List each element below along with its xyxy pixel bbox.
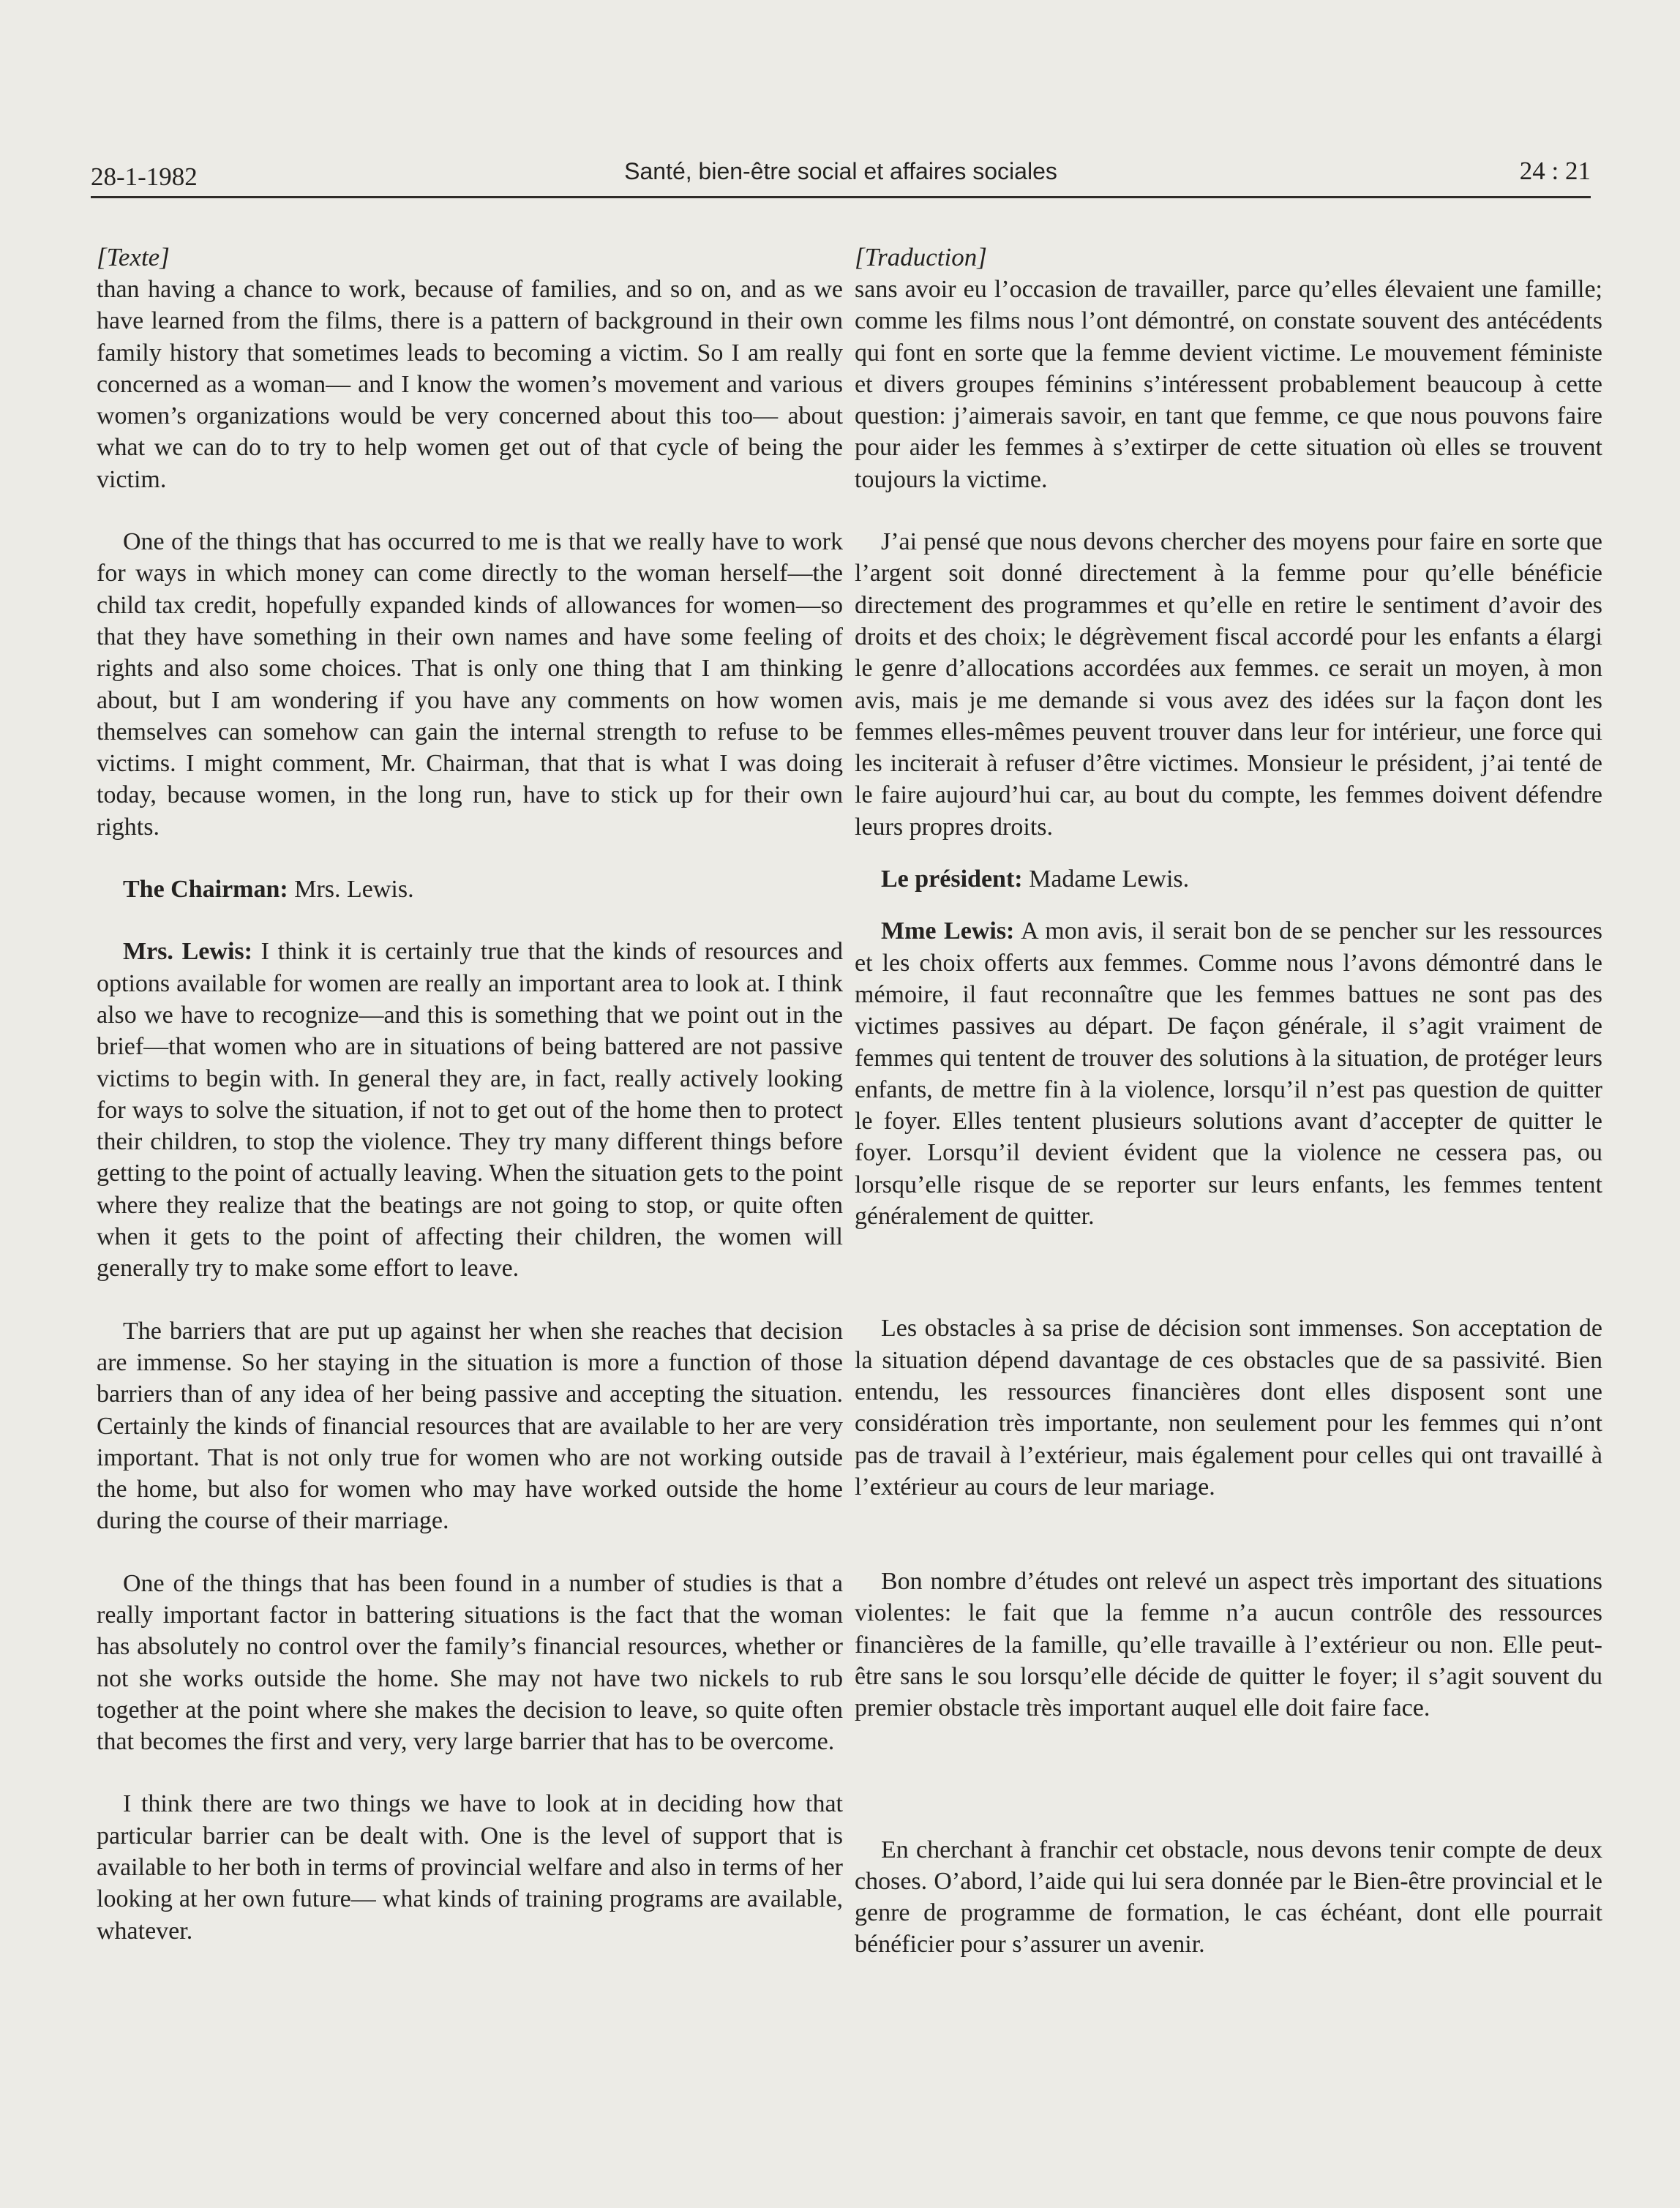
right-paragraph-4-text: A mon avis, il serait bon de se pencher sur les ressources et les choix offerts aux femmes. Comme nous l’avons démontré dans le mémoire, il faut reconnaître que les femmes battues ne sont pas des victimes passives au départ. De façon générale, il s’agit vraiment de femmes qui tentent de trouver des solutions à la situation, de protéger leurs enfants, de mettre fin à la violence, lorsqu’il n’est pas question de quitter le foyer. Elles tentent plusieurs solutions avant d’accepter de quitter le foyer. Lorsqu’il devient évident que la violence ne cessera pas, ou lorsqu’elle risque de se reporter sur leurs enfants, les femmes tentent généralement de quitter. [855,917,1603,1231]
left-paragraph-3 [97,874,843,905]
header-rule [91,196,1591,198]
left-paragraph-4 [97,936,843,1284]
left-paragraph-2 [97,526,843,843]
right-paragraph-6-text: Bon nombre d’études ont relevé un aspect très important des situations violentes: le fait que la femme n’a aucun contrôle des ressources financières de la famille, qu’elle travaille à l’extérieur ou non. Elle peut-être sans le sou lorsqu’elle décide de quitter le foyer; il s’agit souvent du premier obstacle très important auquel elle doit faire face. [855,1568,1602,1722]
left-paragraph-4-speaker: Mrs. Lewis: [123,938,252,966]
right-paragraph-3-text: Madame Lewis. [1029,865,1190,893]
right-paragraph-1 [855,274,1602,495]
left-paragraph-7 [97,1788,843,1946]
header-date: 28-1-1982 [91,162,198,191]
right-paragraph-3-speaker: Le président: [881,865,1023,893]
header-title: Santé, bien-être social et affaires sociales [624,158,1057,184]
right-paragraph-1-text: sans avoir eu l’occasion de travailler, parce qu’elles élevaient une famille; comme les films nous l’ont démontré, on constate souvent des antécédents qui font en sorte que la femme devient victime. Le mouvement féministe et divers groupes féminins s’intéressent probablement beaucoup à cette question: j’aimerais savoir, en tant que femme, ce que nous pouvons faire pour aider les femmes à s’extirper de cette situation où elles se trouvent toujours la victime. [855,276,1602,493]
right-paragraph-7-text: En cherchant à franchir cet obstacle, nous devons tenir compte de deux choses. O’abord, l’aide qui lui sera donnée par le Bien-être provincial et le genre de programme de formation, le cas échéant, dont elle pourrait bénéficier pour s’assurer un avenir. [855,1836,1602,1959]
right-paragraph-7 [855,1834,1602,1961]
right-paragraph-5-text: Les obstacles à sa prise de décision sont immenses. Son acceptation de la situation dépend davantage de ces obstacles que de sa passivité. Bien entendu, les ressources financières dont elles disposent sont une considération très importante, non seulement pour les femmes qui n’ont pas de travail à l’extérieur, mais également pour celles qui ont travaillé à l’extérieur au cours de leur mariage. [855,1315,1602,1501]
left-paragraph-3-speaker: The Chairman: [123,876,288,904]
left-paragraph-3-text: Mrs. Lewis. [294,876,414,904]
header-page-number: 24 : 21 [1519,157,1591,185]
right-paragraph-4 [855,915,1602,1232]
left-paragraph-2-text: One of the things that has occurred to me is that we really have to work for ways in which money can come directly to the woman herself—the child tax credit, hopefully expanded kinds of allowances for women—so that they have something in their own names and have some feeling of rights and also some choices. That is only one thing that I am thinking about, but I am wondering if you have any comments on how women themselves can somehow can gain the internal strength to refuse to be victims. I might comment, Mr. Chairman, that that is what I was doing today, because women, in the long run, have to stick up for their own rights. [97,528,843,841]
left-paragraph-7-text: I think there are two things we have to look at in deciding how that particular barrier can be dealt with. One is the level of support that is available to her both in terms of provincial welfare and also in terms of her looking at her own future— what kinds of training programs are available, whatever. [97,1790,843,1945]
right-paragraph-5 [855,1313,1602,1503]
left-column [97,241,843,1947]
left-paragraph-5 [97,1315,843,1537]
left-column-label: [Texte] [97,243,170,271]
left-paragraph-1-text: than having a chance to work, because of families, and so on, and as we have learned from the films, there is a pattern of background in their own family history that sometimes leads to becoming a victim. So I am really concerned as a woman— and I know the women’s movement and various women’s organizations would be very concerned about this too— about what we can do to try to help women get out of that cycle of being the victim. [97,276,843,493]
left-paragraph-5-text: The barriers that are put up against her when she reaches that decision are immense. So her staying in the situation is more a function of those barriers than of any idea of her being passive and accepting the situation. Certainly the kinds of financial resources that are available to her are very important. That is not only true for women who are not working outside the home, but also for women who may have worked outside the home during the course of their marriage. [97,1317,843,1535]
left-paragraph-6 [97,1568,843,1758]
left-paragraph-6-text: One of the things that has been found in a number of studies is that a really important factor in battering situations is the fact that the woman has absolutely no control over the family’s financial resources, whether or not she works outside the home. She may not have two nickels to rub together at the point where she makes the decision to leave, so quite often that becomes the first and very, very large barrier that has to be overcome. [97,1569,843,1756]
right-paragraph-3 [855,863,1602,895]
left-paragraph-1 [97,274,843,495]
right-paragraph-2-text: J’ai pensé que nous devons chercher des moyens pour faire en sorte que l’argent soit donné directement à la femme pour qu’elle bénéficie directement des programmes et qu’elle en retire le sentiment d’avoir des droits et des choix; le dégrèvement fiscal accordé pour les enfants a élargi le genre d’allocations accordées aux femmes. ce serait un moyen, à mon avis, mais je me demande si vous avez des idées sur la façon dont les femmes elles-mêmes peuvent trouver dans leur for intérieur, une force qui les inciterait à refuser d’être victimes. Monsieur le président, j’ai tenté de le faire aujourd’hui car, au bout du compte, les femmes doivent défendre leurs propres droits. [855,528,1602,841]
right-paragraph-6 [855,1566,1602,1724]
right-paragraph-4-speaker: Mme Lewis: [881,917,1015,945]
right-column-label: [Traduction] [855,243,987,271]
right-column [855,241,1602,1961]
page-header [91,157,1591,200]
left-paragraph-4-text: I think it is certainly true that the kinds of resources and options available for women are really an important area to look at. I think also we have to recognize—and this is something that we point out in the brief—that women who are in situations of being battered are not passive victims to begin with. In general they are, in fact, really actively looking for ways to solve the situation, if not to get out of the home then to protect their children, to stop the violence. They try many different things before getting to the point of actually leaving. When the situation gets to the point where they realize that the beatings are not going to stop, or quite often when it gets to the point of affecting their children, the women will generally try to make some effort to leave. [97,938,844,1283]
right-paragraph-2 [855,526,1602,843]
